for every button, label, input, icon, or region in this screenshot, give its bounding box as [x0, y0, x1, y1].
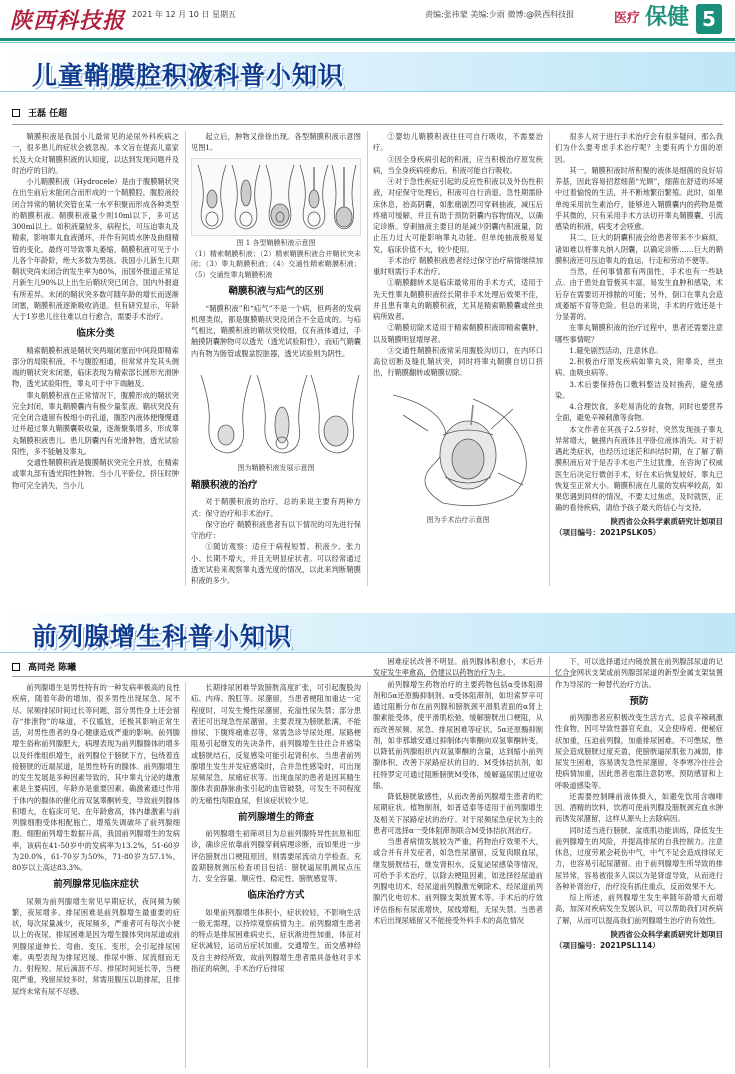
article1-banner — [0, 52, 735, 92]
paragraph: ①鞘膜翻转术是临床最常用的手术方式，适用于先天性睾丸鞘膜积液经长期非手术处理后效果不佳，并且患有睾丸的鞘膜积液，尤其是精索鞘膜囊或丝虫病所致者。 — [373, 278, 543, 321]
paragraph: ④对于急性疾症引起的反应性积液以及外伤性积液，对症保守处理后，积液可自行消退。急性期需卧床休息，抬高阴囊，如胀痛剧烈可穿刺抽液，减压后疼痛可缓解，并且有助于预防阴囊内容物情况，以确定诊断。穿刺抽液主要目的是减少阴囊内积液量，防止压力过大可能影响睾丸功能。但单纯抽液极易复发，临床价值不大，较少使用。 — [373, 177, 543, 254]
paragraph: 保守治疗 鞘膜积液患者有以下情况的可先进行保守治疗： — [191, 519, 361, 540]
article1-column-2 — [191, 131, 361, 591]
column-rule — [549, 656, 550, 1068]
paragraph: 还需要控制睡前液体摄入，如避免饮用含咖啡因、酒精的饮料，饮酒可使前列腺及膀胱颈充血水肿而诱发尿潴留，这样从源头上去除病因。 — [555, 791, 723, 824]
masthead: 陕西科技报 — [10, 8, 126, 34]
development-illustration — [191, 365, 361, 461]
figure-1-legend: （1）精索鞘膜积液；（2）精索鞘膜积液合并鞘状突未闭；（3）睾丸鞘膜积液；（4）交通性精索鞘膜积液；（5）交通性睾丸鞘膜积液 — [191, 249, 361, 279]
paragraph: ③因全身疾病引起的积液，应当积极治疗原发疾病，当全身疾病痊愈后，积液可能自行吸收。 — [373, 154, 543, 175]
article1-column-3 — [373, 131, 543, 591]
header-rule-thin — [0, 42, 735, 43]
section-title: 保健 — [645, 5, 690, 30]
paragraph: 困难症状改善不明显。前列腺体积愈小，术后并发症发生率愈高，仍建议以药物治疗为主。 — [373, 657, 543, 678]
subhead-clinical: 临床分类 — [76, 328, 115, 340]
figure-2-caption: 图为鞘膜积液发展示意图 — [237, 463, 315, 472]
paragraph: 前列腺增生药物治疗的主要药物包括α受体阻滞剂和5α还原酶抑制剂。α受体阻滞剂，如坦索罗辛可通过阻断分布在前列腺和膀胱颈平滑肌表面的α肾上腺素能受体，使平滑肌松弛，缓解膀胱出口梗阻，从而改善尿频、尿急、排尿困难等症状。5α还原酶抑制剂，如非那雄安通过抑制体内睾酮向双氢睾酮转变，以降低前列腺组织内双氢睾酮的含量，达到缩小前列腺体积、改善下尿路症状的目的。M受体拮抗剂，如托特罗定可通过阻断膀胱M受体，缓解逼尿肌过度收缩。 — [373, 679, 543, 790]
paragraph: 起立后，肿物又徐徐出现。各型鞘膜积液示意图见图1。 — [191, 132, 361, 153]
paragraph: 鞘膜积液是我国小儿最常见的泌尿外科疾病之一，很多患儿的症状会被忽视。本文旨在提高儿童家长及大众对鞘膜积液的认知度，以达到发现问题并及时治疗的目的。 — [12, 132, 179, 175]
figure-1-caption: 图 1 各型鞘膜积液示意图 — [236, 238, 316, 247]
article1-column-1 — [12, 131, 179, 591]
paragraph: 2.积极治疗原发疾病如睾丸炎，附睾炎，丝虫病、血吸虫病等。 — [555, 357, 723, 378]
dateline: 2021 年 12 月 10 日 星期五 — [132, 10, 236, 19]
header-rule — [0, 38, 735, 41]
subhead-treatment: 鞘膜积液的治疗 — [191, 480, 258, 491]
paragraph: ①随访观察：适应于病程短暂、积液少、张力小、长期不增大，并且无明显症状者。可以经常通过透光试验来观察睾丸透光度的情况，以此来判断鞘膜积液的多少。 — [191, 542, 361, 585]
paragraph: 如果前列腺增生体积小，症状较轻，不影响生活一般无需理，以持续观察病情为主。前列腺增生患者的特点是排尿困难病史长，症状渐进性加重，体征对症状减轻，运动后症状加重。交通增生，而交感神经及自主神经所致，故前列腺增生患者需具备他对手术指征的病例，手术治疗后排尿 — [191, 907, 361, 973]
figure-3-surgery — [373, 385, 543, 513]
article1-credit-unit: 陕西省公众科学素质研究计划项目 — [610, 516, 723, 526]
paragraph: 当患者病情发展较为严重，药物治疗效果不大，或合并有并发症者，如急性尿潴留，反复肉眼血尿，继发膀胱结石，继发肾积水，反复泌尿感染等情况，可给予手术治疗，以除去梗阻因素，如选择经尿道前列腺电切术、经尿道前列腺激光剜除术、经尿道前列腺汽化电切术、前列腺支架放置术等。手术后的疗效评估指标有尿流增快，尿线增粗，无尿失禁。当患者术后出现尿痛留又不能接受外科手术的高危情况 — [373, 837, 543, 925]
subhead-hernia: 鞘膜积液与疝气的区别 — [228, 286, 324, 298]
col-paras — [12, 131, 179, 322]
article2-column-2 — [191, 682, 361, 1068]
paragraph: 其二，巨大的阴囊积液会给患者带来不少麻烦，诸如难以将睾丸纳入阴囊，以确定诊断……巨大的鞘膜积液还可压迫睾丸的血运，行走和劳动不便等。 — [555, 233, 723, 265]
paragraph: 前列腺增生初筛项目为总前列腺特异性抗原和肛诊，确诊应依靠前列腺穿刺病理诊断，而如果进一步评估膀胱出口梗阻原因，则需要尿流动力学检查。充盈期膀胱测压检查项目包括：膀胱逼尿肌测尿点压力、安全容量、顺应性、稳定性、膀胱感觉等。 — [191, 829, 361, 883]
page-number-badge: 5 — [696, 4, 722, 34]
paragraph: 降低膀胱敏感性，从而改善前列腺增生患者的贮尿期症状。植物制剂，如普适泰等适用于前列腺增生及相关下尿路症状的治疗。对于尿频尿急症状为主的患者可选择α一受体阻滞剂联合M受体拮抗剂治疗。 — [373, 792, 543, 835]
paragraph: 前列腺患者应积极改变生活方式，忌食辛辣刺激性食物，因可导致性器官充血，又会使痔疮、便秘症状加重，压迫前列腺，加重排尿困难。不可憋尿，憋尿会造成膀胱过度充盈，使膀胱逼尿肌张力减弱，排尿发生困难，容易诱发急性尿潴留。冬季寒冷往往会使病情加重，因此患者也需注意防寒，预防感冒和上呼吸道感染等。 — [555, 713, 723, 790]
column-rule — [367, 682, 368, 1068]
figure-2-development — [191, 365, 361, 461]
column-rule — [185, 682, 186, 1068]
section-name: 医疗 — [614, 11, 641, 26]
article2-credit-unit: 陕西省公众科学素质研究计划项目 — [610, 929, 723, 939]
article2-banner — [0, 613, 735, 653]
paragraph: 下，可以选择通过内镜放置在前列腺部尿道的记忆合金网状支架或前列腺部尿道的新型金属支架装置作为导尿的一种替代治疗方法。 — [555, 657, 723, 689]
page-header — [0, 0, 735, 44]
article1-title: 儿童鞘膜腔积液科普小知识 — [32, 61, 345, 90]
paragraph: 很多人对于进行手术治疗会有很多疑问，那么我们为什么要考虑手术治疗呢？主要有两个方面的原因。 — [555, 132, 723, 164]
figure-1-hydrocele-types — [191, 158, 361, 236]
column-rule — [367, 131, 368, 586]
paragraph: 精索鞘膜积液是鞘状突两端闭塞而中间段即精索部分的局限积液，不与腹腔相通，但常常并发其头侧端的鞘状突未闭塞，临床表现为精索部长圆形光滑肿物，透光试验阳性，睾丸可于中下端触及。 — [12, 345, 179, 389]
paragraph: ②鞘膜切除术适用于精索鞘膜积液即精索囊肿，以及鞘膜明显增厚者。 — [373, 323, 543, 344]
article1-credit-number: （项目编号：2021PSLK05） — [555, 527, 661, 537]
subhead-treatment-methods: 临床治疗方式 — [247, 890, 305, 902]
hydrocele-types-illustration — [192, 159, 360, 235]
article2-byline: 高同尧 陈曦 — [12, 660, 76, 673]
paragraph: 4.合理饮食，多吃易消化的食物，同时也要营养全面，避免辛辣刺激等食物。 — [555, 402, 723, 423]
article1-byline: 王磊 任超 — [12, 106, 67, 119]
subhead-prevention: 预防 — [629, 695, 649, 707]
square-bullet-icon — [12, 109, 20, 117]
subhead-screening: 前列腺增生的筛查 — [237, 811, 314, 823]
article2-column-3 — [373, 656, 543, 1068]
article2-credit-number: （项目编号：2021PSL114） — [555, 941, 660, 950]
paragraph: 其一，鞘膜积液时所积聚的液体是细菌的良好培养基，因此容易招惹细菌“光顾”，细菌在舒适的环境中过着愉悦的生活，并不断地繁衍繁殖。此时，如果单纯采用抗生素治疗，能够进入鞘膜囊内的药物是微乎其微的，只有采用手术方法切开睾丸鞘膜囊，引流感染的积液，病变才会痊愈。 — [555, 165, 723, 231]
paragraph: 睾丸鞘膜积液在正常情况下，腹膜形成的鞘状突完全封闭，睾丸鞘膜囊内有极少量浆液。鞘状突没有完全闭合遗留有极细小的孔道，腹腔内液体便慢慢通过并超过睾丸鞘膜囊吸收量，逐渐聚集增多，形成睾丸鞘膜积液患儿。患儿阴囊内有光滑肿物，透光试验阳性，多不能触及睾丸。 — [12, 390, 179, 456]
article2-column-1 — [12, 682, 180, 1068]
paragraph: 小儿鞘膜积液（Hydrocele）是由于腹膜鞘状突在出生前后未能闭合而形成的一个鞘膜腔，腹腔液经闭合异常的鞘状突管在某一水平积聚而形成各种类型的鞘膜积液。鞘膜积液量少则10ml以下，多可达300ml以上。如积液量较多，病程长，可压迫睾丸及精索，影响睾丸血液循环，并作有间质水肿及曲细精管的变化，最终可导致睾丸萎缩。鞘膜积液可见于小儿各个年龄阶，绝大多数为男孩。我国小儿新生儿期鞘状突尚未闭合的发生率为80%，而国外报道正常足月新生儿90%以上出生后鞘状突已闭合，国内外报道有所差异。未闭的鞘状突多数可随年龄的增长而逐渐闭塞，鞘膜积液逐渐吸收消退。但有研究显示，年龄大于1岁患儿往往难以自行愈合，需要手术治疗。 — [12, 177, 179, 321]
paragraph: “鞘膜积液”和“疝气”不是一个病，但两者的发病机理类似，都是腹膜鞘状突没闭合不全造成的。与疝气相比，鞘膜积液的鞘状突较细，仅有液体通过，手触摸阴囊肿物可以透光（透光试验阳性），而疝气鞘囊内有物为肠管或腹盆腔脏器，透光试验则为阴性。 — [191, 303, 361, 358]
paragraph: 长期排尿困难导致膀胱高度扩张，可引起腹股沟疝、内痔、脱肛等。尿潴留，当患者梗阻加重达一定程度时，可发生慢性尿潴留，充溢性尿失禁；部分患者还可出现急性尿潴留，主要表现为膀胱胀满，不能排尿、下腹疼痛难忍等，常需急诊导尿处理。尿路梗阻易引起继发的先决条件，前列腺增生往往合并感染或膀胱结石，反复感染可能引起肾积水，当患者前列腺增生发生并发症感染时，合并急性感染时，可出现尿频尿急，尿痛症状等。出现血尿的患者是因其精生腺体表面静脉曲张引起的血管破裂，可发生不同程度的无痛性肉眼血尿，但该症状较少见。 — [191, 683, 361, 805]
paragraph: ②婴幼儿鞘膜积液往往可自行吸收，不需要治疗。 — [373, 132, 543, 153]
editors-line: 责编:张祎蒙 美编:少雨 微博:@陕西科技报 — [425, 10, 575, 19]
paragraph: 同时适当进行膀胱、盆底肌功能训练，降低发生前列腺增生的风险，并提高排尿的自我控制力。注意休息，过度劳累会耗伤中气，中气不足会造成排尿无力，也容易引起尿潴留。由于前列腺增生所导致的排尿异常，容易被很多人误以为是肾虚导致，从而进行各种补肾治疗，治疗没有抓住重点，反而效果不大。 — [555, 825, 723, 891]
paragraph: 1.避免剧烈活动，注意休息。 — [569, 345, 663, 355]
paragraph: 当然，任何事情都有两面性，手术也有一些缺点。由于患处血管极其丰富，易发生血肿和感染，术后存在需要切开排脓的可能；另外，倒口在睾丸会造成萎缩不育等危险。但总的来说，手术的疗效还是十分显著的。 — [555, 267, 723, 321]
column-rule — [549, 131, 550, 586]
paragraph: 综上所述，前列腺增生发生率随年龄增大而增高，加深对疾病发生发展认识，可以帮助我们对疾病了解，从而可以提高我们前列腺增生治疗的有效性。 — [555, 893, 723, 925]
paragraph: 本文作者在其孩子2.5岁时，突然发现孩子睾丸异常增大，触摸内有液体且平卧位液体消失。对于初遇此类症状，也经历过迷茫和纠结时期，在了解了鞘膜积液后对于是否手术也产生过犹豫，在咨询了权威医生后决定行微创手术，好在术后恢复较好，睾丸已恢复至正常大小。鞘膜积液在儿童的发病率较高，如果您遇到同样的情况，不要太过焦虑，及时就医，正确的看待疾病，请给予孩子最大的信心与支持。 — [555, 424, 723, 513]
paragraph: 3.术后要保持伤口敷料整洁及时换药，避免感染。 — [555, 379, 723, 400]
paragraph: 前列腺增生是男性特有的一种发病率极高的良性疾病，随着年龄的增加，很多男性出现尿急、尿不尽、尿频排尿时间过长等问题，部分男性身上还会留存“排泄物”的味道，不仅尴尬，还极其影响正常生活，对男性患者的身心健康造成严重的影响。前列腺增生俗称前列腺肥大，病理表现为前列腺腺体的增多以及纤维组织增生，前列腺位于膀胱下方，包绕着连接膀胱的近端尿道，是男性特有的腺体。前列腺增生的发生发展是多种因素导致的，其中睾丸分泌的雄激素是主要病因，年龄亦是重要因素。确激素通过作用于体内的腺体的催化而双氢睾酮转变，导致前列腺体积增大，在临床可见。在年龄愈高，体内雄激素与前列腺细胞受体相配瓶亡，增殖失调破坏了前列腺细胞、细胞前列增生数据升高，我国前列腺增生的发病率，该病在41-50岁中的发病率为13.2%，51-60岁为20.0%，61-70岁为50%，71-80岁为57.1%，80岁以上高达83.3%。 — [12, 683, 180, 872]
column-rule — [185, 131, 186, 586]
byline-rule — [12, 124, 723, 125]
paragraph: 在睾丸鞘膜积液的治疗过程中，患者还需要注意哪些事情呢？ — [555, 323, 723, 344]
article2-column-4 — [555, 656, 723, 1068]
paragraph: 交通性鞘膜积液是腹膜鞘状突完全开放，在精索或睾丸部有透光阳性肿物。当小儿平卧位，挤压时肿物可完全消失，当小儿 — [12, 458, 179, 490]
subhead-symptoms: 前列腺常见临床症状 — [53, 879, 139, 891]
figure-3-caption: 图为手术治疗示意图 — [426, 515, 490, 524]
surgery-illustration — [373, 385, 543, 513]
square-bullet-icon — [12, 663, 20, 671]
article1-column-4 — [555, 131, 723, 591]
paragraph: 尿频为前列腺增生常见早期症状，夜间频为频繁，夜尿增多。排尿困难是前列腺增生最重要的症状，每次尿量减少，夜尿频多，严重者可有每次小便以上的夜尿。排尿困难是因为增生腺体突向尿道或前列腺尿道伸长、弯曲、变压、变形，会引起排尿困难。典型表现为排尿迟缓、排尿中断、尿流细而无力、射程短、尿后滴沥不尽、排尿时间延长等，当梗阻严重，残留尿较多时，常需用腹压以助排尿，且排尿终末常有尿不尽感。 — [12, 896, 180, 996]
article2-title: 前列腺增生科普小知识 — [32, 622, 293, 651]
paragraph: 手术治疗 鞘膜积液患者经过保守治疗病情继续加重时则需行手术治疗。 — [373, 255, 543, 276]
paragraph: ③交通性鞘膜积液常采用腹股沟切口，在内环口高位切断及缝扎鞘状突，同时将睾丸鞘膜自切口挤出，行鞘膜翻转或鞘膜切除。 — [373, 345, 543, 378]
paragraph: 对于鞘膜积液的治疗，总的来说主要有两种方式：保守治疗和手术治疗。 — [191, 497, 361, 518]
